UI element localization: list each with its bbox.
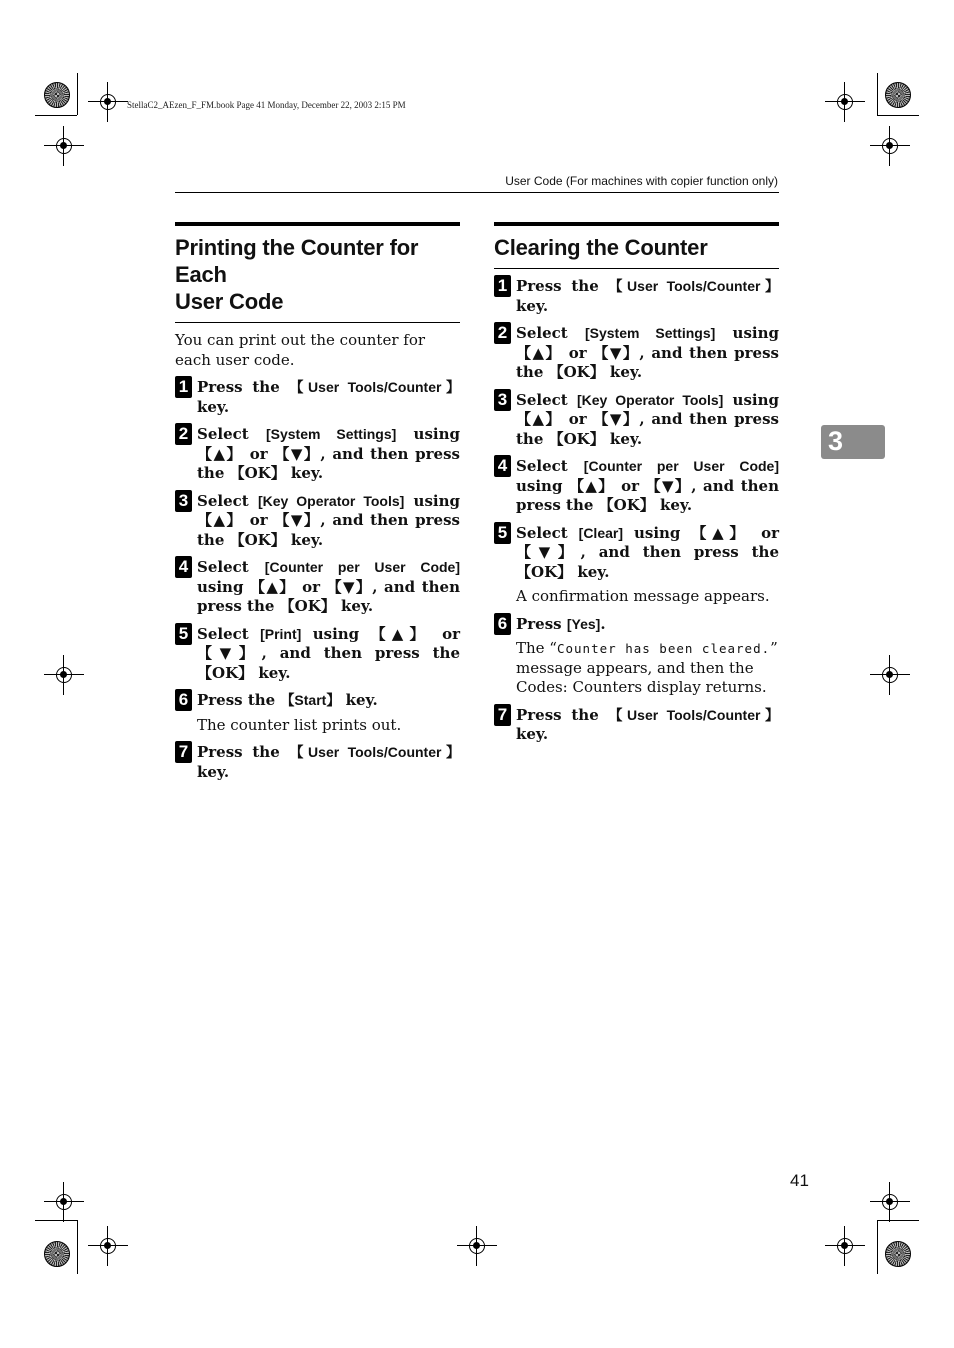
section-top-rule xyxy=(494,222,779,226)
step-text: . xyxy=(600,614,606,633)
section-printing-counter xyxy=(175,222,460,782)
step-note xyxy=(494,639,779,698)
step-text: using 【▲】 or 【▼】, and then press the 【OK】 key. xyxy=(516,390,780,448)
chapter-number: 3 xyxy=(828,426,844,456)
step-item xyxy=(494,324,779,383)
step-item xyxy=(175,492,460,551)
step-note: A confirmation message appears. xyxy=(516,587,770,605)
step-item xyxy=(175,743,460,782)
step-number: 6 xyxy=(175,689,192,711)
step-item xyxy=(175,378,460,417)
step-text: Select xyxy=(197,425,266,443)
step-text: Select xyxy=(197,558,265,576)
step-text: Select xyxy=(516,390,577,409)
key-label: [System Settings] xyxy=(265,426,397,442)
step-item xyxy=(494,706,779,745)
key-label: [Clear] xyxy=(578,524,624,541)
step-item xyxy=(494,277,779,316)
color-bar-disc-bottom-right xyxy=(885,1241,911,1267)
key-label: 【User Tools/Counter】 xyxy=(608,706,779,723)
section-title-line: User Code xyxy=(175,289,284,314)
trim-mark xyxy=(877,115,919,116)
step-number: 2 xyxy=(494,322,511,344)
step-number: 3 xyxy=(175,490,192,512)
step-number: 7 xyxy=(494,704,511,726)
step-item xyxy=(175,625,460,684)
step-number: 1 xyxy=(494,275,511,297)
step-text: key. xyxy=(340,691,378,709)
step-text: using 【▲】 or 【▼】, and then press the 【OK】 key. xyxy=(197,577,460,615)
registration-mark-icon xyxy=(44,126,84,166)
note-text: The “ xyxy=(516,639,557,657)
step-text: Press the xyxy=(516,277,609,295)
section-top-rule xyxy=(175,222,460,226)
key-label: 【User Tools/Counter】 xyxy=(608,278,779,294)
registration-mark-icon xyxy=(870,1182,910,1222)
section-title-rule xyxy=(175,322,460,323)
section-title xyxy=(175,234,460,315)
section-title-rule xyxy=(494,268,779,269)
registration-mark-icon xyxy=(825,1226,865,1266)
step-item xyxy=(494,457,779,516)
trim-mark xyxy=(77,73,78,115)
step-item xyxy=(494,391,779,450)
step-number: 3 xyxy=(494,389,511,411)
step-number: 5 xyxy=(494,522,511,544)
registration-mark-icon xyxy=(88,82,128,122)
trim-mark xyxy=(877,1220,878,1274)
step-text: Press the xyxy=(197,378,290,396)
color-bar-disc-top-left xyxy=(44,82,70,108)
registration-mark-icon xyxy=(457,1226,497,1266)
step-number: 7 xyxy=(175,741,192,763)
step-text: key. xyxy=(197,762,230,781)
page-number: 41 xyxy=(790,1171,809,1190)
registration-mark-icon xyxy=(44,655,84,695)
step-text: Press the xyxy=(197,743,290,761)
running-header: User Code (For machines with copier function only) xyxy=(505,174,778,188)
section-clearing-counter xyxy=(494,222,779,745)
header-rule xyxy=(175,192,779,193)
step-text: using 【▲】 or 【▼】, and then press the 【OK】 key. xyxy=(197,425,461,482)
step-text: using 【▲】 or 【▼】, and then press the 【OK】 key. xyxy=(197,491,461,549)
step-item xyxy=(175,425,460,484)
trim-mark xyxy=(877,73,878,115)
key-label: [Yes] xyxy=(566,615,601,632)
step-text: key. xyxy=(516,725,549,743)
step-text: using 【▲】 or 【▼】, and then press the 【OK】 key. xyxy=(516,324,780,381)
section-title-line: Printing the Counter for Each xyxy=(175,235,419,287)
step-number: 1 xyxy=(175,376,192,398)
chapter-tab xyxy=(821,425,885,459)
trim-mark xyxy=(77,1220,78,1274)
step-text: Press the xyxy=(197,691,281,709)
step-number: 4 xyxy=(494,455,511,477)
key-label: [Key Operator Tools] xyxy=(257,492,405,509)
key-label: [Key Operator Tools] xyxy=(576,391,724,408)
color-bar-disc-bottom-left xyxy=(44,1241,70,1267)
registration-mark-icon xyxy=(88,1226,128,1266)
step-text: Press xyxy=(516,614,567,633)
trim-mark xyxy=(877,1220,919,1221)
step-number: 2 xyxy=(175,423,192,445)
step-text: using 【▲】 or 【▼】, and then press the 【OK】 key. xyxy=(516,476,779,514)
step-text: key. xyxy=(197,397,230,416)
step-text: key. xyxy=(516,296,549,315)
step-text: Select xyxy=(516,457,584,475)
key-label: [System Settings] xyxy=(584,325,716,341)
key-label: 【User Tools/Counter】 xyxy=(289,379,460,395)
key-label: [Counter per User Code] xyxy=(264,559,460,575)
key-label: 【User Tools/Counter】 xyxy=(289,744,460,760)
step-list xyxy=(175,378,460,782)
note-text: ” message appears, and then the Codes: Counters display returns. xyxy=(516,639,778,696)
key-label: [Print] xyxy=(260,625,302,642)
registration-mark-icon xyxy=(870,126,910,166)
display-message: Counter has been cleared. xyxy=(556,641,771,656)
color-bar-disc-top-right xyxy=(885,82,911,108)
step-text: Select xyxy=(516,324,585,342)
step-text: using 【▲】 or 【▼】, and then press the 【OK】 key. xyxy=(197,624,460,682)
step-item xyxy=(494,615,779,635)
step-item xyxy=(175,558,460,617)
step-list xyxy=(494,277,779,745)
trim-mark xyxy=(35,115,77,116)
step-item xyxy=(494,524,779,583)
key-label: 【Start】 xyxy=(280,692,341,708)
step-text: Select xyxy=(197,491,258,510)
registration-mark-icon xyxy=(44,1182,84,1222)
registration-mark-icon xyxy=(825,82,865,122)
trim-mark xyxy=(35,1220,77,1221)
step-text: Press the xyxy=(516,705,609,724)
step-text: Select xyxy=(197,624,261,643)
section-title: Clearing the Counter xyxy=(494,235,708,260)
section-intro: You can print out the counter for each user code. xyxy=(175,331,426,369)
step-number: 5 xyxy=(175,623,192,645)
registration-mark-icon xyxy=(870,655,910,695)
step-item xyxy=(175,691,460,711)
step-number: 6 xyxy=(494,613,511,635)
key-label: [Counter per User Code] xyxy=(583,458,779,474)
step-note: The counter list prints out. xyxy=(197,715,402,734)
step-number: 4 xyxy=(175,556,192,578)
book-info: StellaC2_AEzen_F_FM.book Page 41 Monday, December 22, 2003 2:15 PM xyxy=(127,100,406,110)
step-text: using 【▲】 or 【▼】, and then press the 【OK】 key. xyxy=(516,523,780,581)
step-text: Select xyxy=(516,523,579,542)
